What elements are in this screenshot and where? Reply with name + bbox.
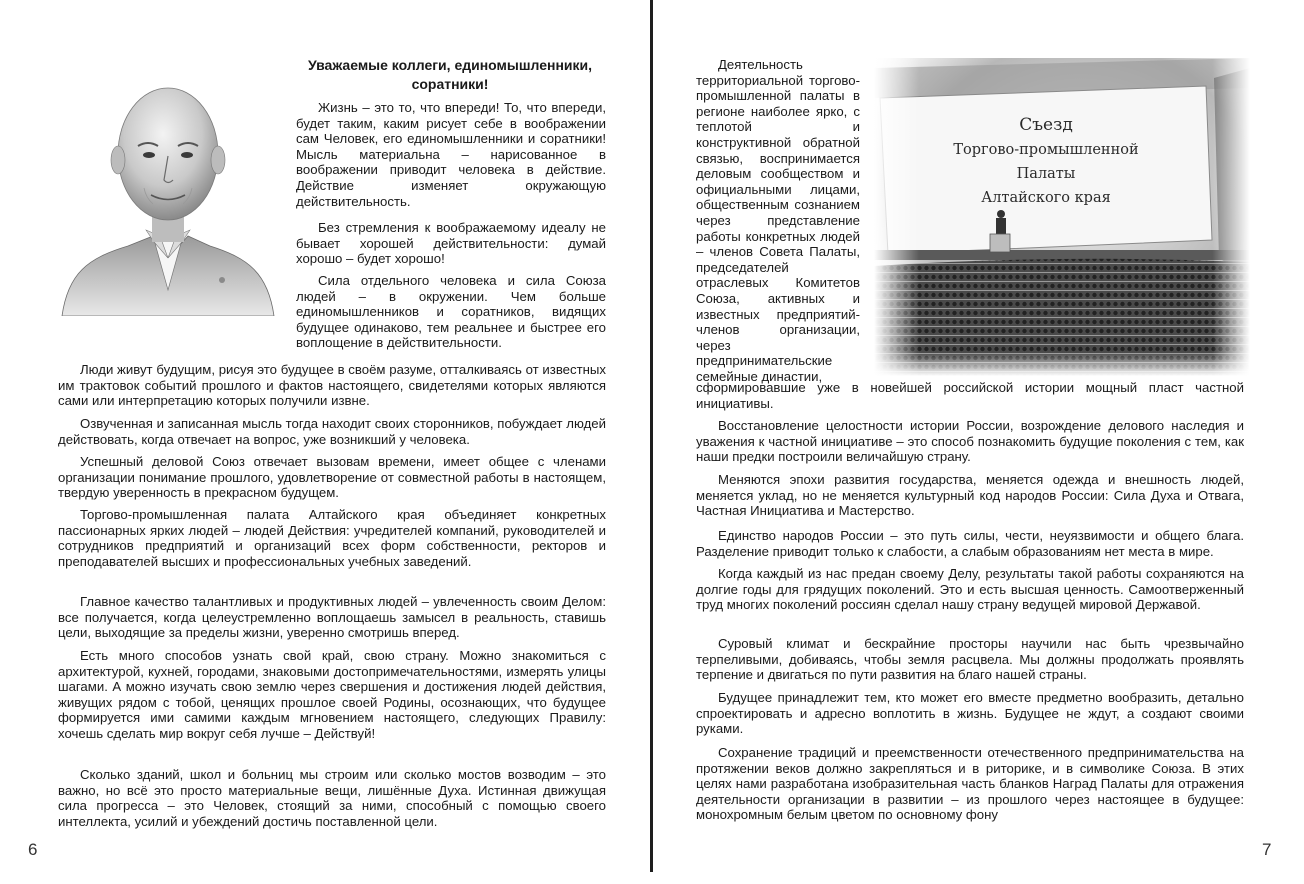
page-number: 6: [28, 840, 38, 859]
body-paragraph: Будущее принадлежит тем, кто может его вместе предметно вообразить, детально спроектировать и адресно воплотить в жизнь. Будущее не ждут, а создают своими руками.: [696, 690, 1244, 737]
body-paragraph: Сохранение традиций и преемственности отечественного предпринимательства на протяжении веков должно закрепляться и в риторике, и в символике Союза. В этих целях нами разработана изобразительная часть бланков Наград Палаты для отражения деятельности организации в развитии – из прошлого через настоящее в будущее: монохромным белым цветом по основному фону: [696, 745, 1244, 823]
body-paragraph: Восстановление целостности истории России, возрождение делового наследия и уважения к частной инициативе – это способ познакомить будущие поколения с тем, как наши предки построили величайшую страну.: [696, 418, 1244, 465]
body-paragraph: Успешный деловой Союз отвечает вызовам времени, имеет общее с членами организации понимание прошлого, удовлетворение от совместной работы в настоящем, твердую уверенность в прекрасном будущем.: [58, 454, 606, 501]
congress-hall-illustration: [874, 58, 1250, 376]
body-paragraph: Когда каждый из нас предан своему Делу, результаты такой работы сохраняются на долгие годы для грядущих поколений. Это и есть высшая ценность. Самоотверженный труд многих поколений россиян сделал нашу страну ведущей мировой Державой.: [696, 566, 1244, 613]
page-gutter: [650, 0, 653, 884]
intro-paragraph: Без стремления к воображаемому идеалу не бывает хорошей действительности: думай хорошо – будет хорошо!: [296, 220, 606, 267]
page-number: 7: [1262, 840, 1272, 859]
body-paragraph: сформировавшие уже в новейшей российской истории мощный пласт частной инициативы.: [696, 380, 1244, 411]
portrait-illustration: [58, 58, 278, 316]
body-paragraph: Главное качество талантливых и продуктивных людей – увлеченность своим Делом: все получается, когда целеустремленно воплощаешь замысел в реальность, ставишь цели, выходящие за пределы жизни, уверенно смотришь вперед.: [58, 594, 606, 641]
intro-paragraph: Жизнь – это то, что впереди! То, что впереди, будет таким, каким рисует себе в воображении сам Человек, его единомышленники и соратники! Мысль материальна – нарисованное в воображении приводит человека в действие. Действие изменяет окружающую действительность.: [296, 100, 606, 209]
body-paragraph: Сколько зданий, школ и больниц мы строим или сколько мостов возводим – это важно, но всё это просто материальные вещи, лишённые Духа. Истинная движущая сила прогресса – это Человек, стоящий за ними, способный с помощью своего интеллекта, усилий и убеждений достичь поставленной цели.: [58, 767, 606, 829]
body-paragraph: Меняются эпохи развития государства, меняется одежда и внешность людей, меняется уклад, но не меняется культурный код народов России: Сила Духа и Отвага, Частная Инициатива и Мастерство.: [696, 472, 1244, 519]
intro-paragraph: Сила отдельного человека и сила Союза людей – в окружении. Чем больше единомышленников и соратников, видящих будущее одинаково, тем реальнее и быстрее его воплощение в действительности.: [296, 273, 606, 351]
side-paragraph: Деятельность территориальной торгово-промышленной палаты в регионе наиболее ярко, с теплотой и конструктивной обратной связью, воспринимается деловым сообществом и официальными лицами, общественным сознанием через представление работы конкретных людей – членов Совета Палаты, председателей отраслевых Комитетов Союза, активных и известных предприятий-членов организации, через предпринимательские семейные династии,: [696, 57, 860, 384]
page-bottom-margin: [0, 872, 1304, 884]
body-paragraph: Суровый климат и бескрайние просторы научили нас быть чрезвычайно терпеливыми, добиваясь, чтобы земля расцвела. Мы должны продолжать проявлять терпение и двигаться по пути развития на благо нашей страны.: [696, 636, 1244, 683]
body-paragraph: Единство народов России – это путь силы, чести, неуязвимости и общего блага. Разделение приводит только к слабости, а слабым образованиям нет места в мире.: [696, 528, 1244, 559]
page-heading: Уважаемые коллеги, единомышленники, соратники!: [307, 57, 593, 92]
body-paragraph: Есть много способов узнать свой край, свою страну. Можно знакомиться с архитектурой, кухней, городами, знаковыми достопримечательностями, измерять улицы шагами. А можно изучать свою землю через свершения и достижения людей действия, живущих рядом с тобой, ценящих прошлое своей Родины, осознающих, что будущее формируется ими самими каждым мгновением настоящего, следующих Правилу: хочешь сделать мир вокруг себя лучше – Действуй!: [58, 648, 606, 741]
body-paragraph: Люди живут будущим, рисуя это будущее в своём разуме, отталкиваясь от известных им трактовок событий прошлого и фактов настоящего, свидетелями которых являются сами или интерпретацию которых получили извне.: [58, 362, 606, 409]
body-paragraph: Озвученная и записанная мысль тогда находит своих сторонников, побуждает людей действовать, когда отвечает на вопрос, уже возникший у человека.: [58, 416, 606, 447]
body-paragraph: Торгово-промышленная палата Алтайского края объединяет конкретных пассионарных ярких людей – людей Действия: учредителей компаний, руководителей и сотрудников предприятий и организаций всех форм собственности, ректоров и преподавателей высших и профессиональных учебных заведений.: [58, 507, 606, 569]
